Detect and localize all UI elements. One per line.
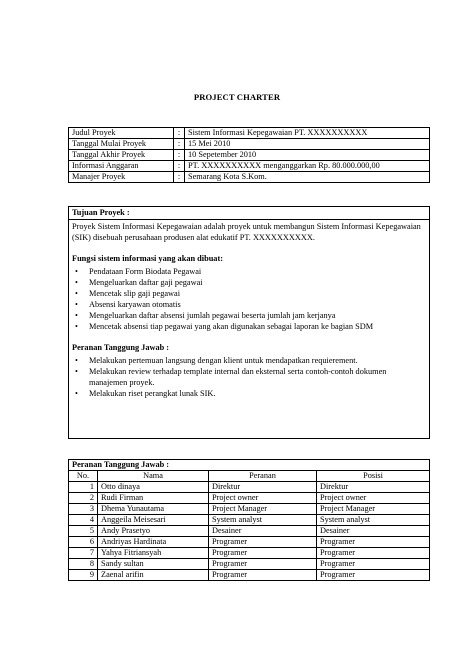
cell-no: 6 bbox=[69, 537, 98, 548]
bullet-icon: • bbox=[75, 311, 78, 320]
peranan-item bbox=[72, 388, 426, 399]
cell-peranan: Programer bbox=[209, 570, 317, 581]
bullet-icon: • bbox=[75, 267, 78, 276]
fungsi-item bbox=[72, 310, 426, 321]
info-label: Judul Proyek bbox=[69, 128, 174, 139]
cell-no: 1 bbox=[69, 482, 98, 493]
cell-posisi: Desainer bbox=[317, 526, 430, 537]
info-row bbox=[69, 161, 430, 172]
peranan-list bbox=[72, 355, 426, 399]
fungsi-item bbox=[72, 266, 426, 277]
cell-nama: Dhema Yunautama bbox=[98, 504, 209, 515]
table-row bbox=[69, 493, 430, 504]
info-value: Sistem Informasi Kepegawaian PT. XXXXXXXXXX bbox=[185, 128, 430, 139]
cell-nama: Andy Prasetyo bbox=[98, 526, 209, 537]
fungsi-item bbox=[72, 288, 426, 299]
cell-posisi: Programer bbox=[317, 559, 430, 570]
info-separator: : bbox=[174, 150, 185, 161]
cell-nama: Andriyas Hardinata bbox=[98, 537, 209, 548]
fungsi-item-text: Pendataan Form Biodata Pegawai bbox=[89, 267, 202, 276]
fungsi-item-text: Absensi karyawan otomatis bbox=[89, 300, 181, 309]
info-value: PT. XXXXXXXXXX menganggarkan Rp. 80.000.000,00 bbox=[185, 161, 430, 172]
fungsi-item bbox=[72, 321, 426, 332]
info-separator: : bbox=[174, 172, 185, 183]
info-label: Tanggal Akhir Proyek bbox=[69, 150, 174, 161]
cell-no: 2 bbox=[69, 493, 98, 504]
cell-posisi: Direktur bbox=[317, 482, 430, 493]
table-row bbox=[69, 504, 430, 515]
fungsi-heading: Fungsi sistem informasi yang akan dibuat: bbox=[72, 254, 223, 263]
peranan-item-text: Melakukan pertemuan langsung dengan klient untuk mendapatkan requierement. bbox=[89, 356, 358, 365]
info-value: Semarang Kota S.Kom. bbox=[185, 172, 430, 183]
cell-peranan: Project owner bbox=[209, 493, 317, 504]
info-label: Manajer Proyek bbox=[69, 172, 174, 183]
fungsi-list bbox=[72, 266, 426, 332]
peranan-item bbox=[72, 366, 426, 388]
table-row bbox=[69, 548, 430, 559]
cell-posisi: Project Manager bbox=[317, 504, 430, 515]
col-header-no: No. bbox=[69, 471, 98, 482]
fungsi-item-text: Mencetak slip gaji pegawai bbox=[89, 289, 181, 298]
tujuan-intro: Proyek Sistem Informasi Kepegawaian adalah proyek untuk membangun Sistem Informasi Kepegawaian (SIK) disebuah perusahaan produsen alat edukatif PT. XXXXXXXXXX. bbox=[72, 222, 421, 242]
table-row bbox=[69, 482, 430, 493]
info-separator: : bbox=[174, 161, 185, 172]
cell-peranan: Programer bbox=[209, 559, 317, 570]
roles-table bbox=[68, 459, 430, 581]
table-row bbox=[69, 526, 430, 537]
cell-posisi: Programer bbox=[317, 548, 430, 559]
cell-no: 9 bbox=[69, 570, 98, 581]
bullet-icon: • bbox=[75, 289, 78, 298]
cell-no: 4 bbox=[69, 515, 98, 526]
bullet-icon: • bbox=[75, 389, 78, 398]
info-row bbox=[69, 128, 430, 139]
peranan-heading: Peranan Tanggung Jawab : bbox=[72, 343, 170, 352]
bullet-icon: • bbox=[75, 356, 78, 365]
info-row bbox=[69, 150, 430, 161]
bullet-icon: • bbox=[75, 300, 78, 309]
bullet-icon: • bbox=[75, 367, 78, 376]
info-separator: : bbox=[174, 128, 185, 139]
fungsi-item bbox=[72, 299, 426, 310]
info-label: Informasi Anggaran bbox=[69, 161, 174, 172]
page-title: PROJECT CHARTER bbox=[193, 92, 281, 102]
col-header-peranan: Peranan bbox=[209, 471, 317, 482]
bullet-icon: • bbox=[75, 322, 78, 331]
cell-posisi: Programer bbox=[317, 570, 430, 581]
cell-peranan: Direktur bbox=[209, 482, 317, 493]
cell-peranan: Desainer bbox=[209, 526, 317, 537]
fungsi-item-text: Mengeluarkan daftar absensi jumlah pegawai beserta jumlah jam kerjanya bbox=[89, 311, 336, 320]
info-value: 15 Mei 2010 bbox=[185, 139, 430, 150]
cell-no: 8 bbox=[69, 559, 98, 570]
peranan-item-text: Melakukan riset perangkat lunak SIK. bbox=[89, 389, 216, 398]
peranan-item-text: Melakukan review terhadap template internal dan eksternal serta contoh-contoh dokumen manajemen proyek. bbox=[89, 367, 387, 387]
cell-posisi: System analyst bbox=[317, 515, 430, 526]
fungsi-item-text: Mengeluarkan daftar gaji pegawai bbox=[89, 278, 203, 287]
peranan-item bbox=[72, 355, 426, 366]
cell-nama: Sandy sultan bbox=[98, 559, 209, 570]
info-value: 10 Sepetember 2010 bbox=[185, 150, 430, 161]
tujuan-header: Tujuan Proyek : bbox=[69, 207, 429, 220]
cell-no: 3 bbox=[69, 504, 98, 515]
bullet-icon: • bbox=[75, 278, 78, 287]
cell-posisi: Programer bbox=[317, 537, 430, 548]
roles-caption: Peranan Tanggung Jawab : bbox=[69, 460, 430, 471]
table-row bbox=[69, 570, 430, 581]
tujuan-proyek-box bbox=[68, 206, 430, 439]
cell-no: 7 bbox=[69, 548, 98, 559]
cell-nama: Yahya Fitriansyah bbox=[98, 548, 209, 559]
table-row bbox=[69, 559, 430, 570]
info-row bbox=[69, 139, 430, 150]
info-label: Tanggal Mulai Proyek bbox=[69, 139, 174, 150]
table-row bbox=[69, 515, 430, 526]
cell-peranan: Project Manager bbox=[209, 504, 317, 515]
cell-posisi: Project owner bbox=[317, 493, 430, 504]
cell-nama: Otto dinaya bbox=[98, 482, 209, 493]
fungsi-item bbox=[72, 277, 426, 288]
cell-no: 5 bbox=[69, 526, 98, 537]
cell-nama: Rudi Firman bbox=[98, 493, 209, 504]
cell-peranan: System analyst bbox=[209, 515, 317, 526]
cell-nama: Zaenal arifin bbox=[98, 570, 209, 581]
info-separator: : bbox=[174, 139, 185, 150]
col-header-nama: Nama bbox=[98, 471, 209, 482]
col-header-posisi: Posisi bbox=[317, 471, 430, 482]
info-row bbox=[69, 172, 430, 183]
project-info-table bbox=[68, 127, 430, 183]
table-row bbox=[69, 537, 430, 548]
fungsi-item-text: Mencetak absensi tiap pegawai yang akan digunakan sebagai laporan ke bagian SDM bbox=[89, 322, 374, 331]
cell-nama: Anggeila Meisesari bbox=[98, 515, 209, 526]
cell-peranan: Programer bbox=[209, 548, 317, 559]
cell-peranan: Programer bbox=[209, 537, 317, 548]
